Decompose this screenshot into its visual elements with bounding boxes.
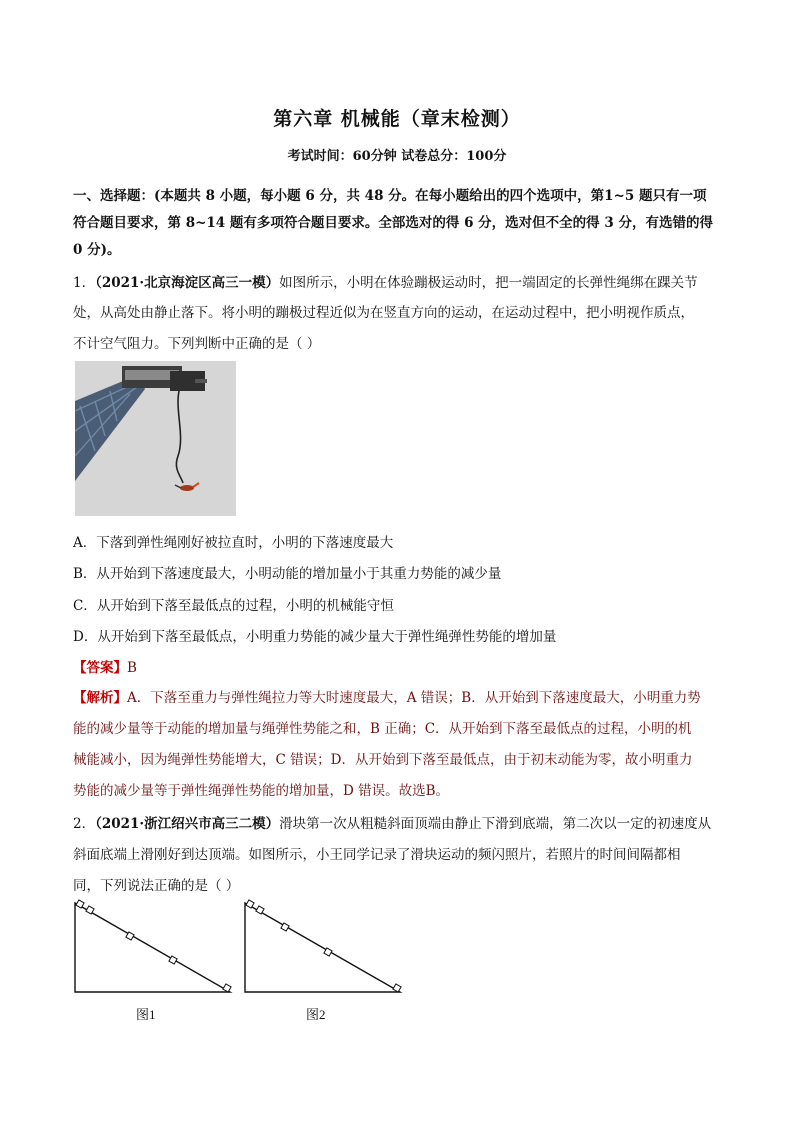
analysis-line2: 能的减少量等于动能的增加量与绳弹性势能之和，B 正确；C．从开始到下落至最低点的过程，小明的机 xyxy=(73,721,692,737)
question-2-line3: 同，下列说法正确的是（ ） xyxy=(73,878,240,894)
question-1-line2: 处，从高处由静止落下。将小明的蹦极过程近似为在竖直方向的运动，在运动过程中，把小明视作质点， xyxy=(73,305,694,321)
figure-1-label: 图1 xyxy=(136,1007,156,1022)
question-2-line2: 斜面底端上滑刚好到达顶端。如图所示，小王同学记录了滑块运动的频闪照片，若照片的时间间隔都相 xyxy=(73,847,681,863)
analysis-tag: 【解析】 xyxy=(73,690,127,706)
page-title: 第六章 机械能（章末检测） xyxy=(273,108,521,130)
question-2-line1 xyxy=(73,812,723,832)
question-text: 滑块第一次从粗糙斜面顶端由静止下滑到底端，第二次以一定的初速度从 xyxy=(279,816,712,832)
option-c: C．从开始到下落至最低点的过程，小明的机械能守恒 xyxy=(73,598,394,614)
figure-2-label: 图2 xyxy=(306,1007,326,1022)
answer-tag: 【答案】 xyxy=(73,660,127,676)
option-b: B．从开始到下落速度最大，小明动能的增加量小于其重力势能的减少量 xyxy=(73,566,502,582)
incline-figure-2 xyxy=(240,898,410,998)
option-a: A．下落到弹性绳刚好被拉直时，小明的下落速度最大 xyxy=(73,535,394,551)
bungee-jump-photo xyxy=(75,361,236,516)
exam-info: 考试时间：60分钟 试卷总分：100分 xyxy=(287,149,507,164)
question-1-line3: 不计空气阻力。下列判断中正确的是（ ） xyxy=(73,336,321,352)
question-1-line1 xyxy=(73,271,723,291)
option-d: D．从开始到下落至最低点，小明重力势能的减少量大于弹性绳弹性势能的增加量 xyxy=(73,629,557,645)
analysis-text: A．下落至重力与弹性绳拉力等大时速度最大，A 错误；B．从开始到下落速度最大，小明重力势 xyxy=(127,690,701,706)
analysis-line1 xyxy=(73,686,723,706)
question-source: （2021·北京海淀区高三一模） xyxy=(95,275,280,291)
analysis-line4: 势能的减少量等于弹性绳弹性势能的增加量，D 错误。故选B。 xyxy=(73,783,450,799)
answer-line xyxy=(73,656,723,676)
section-instructions-line2: 符合题目要求，第 8~14 题有多项符合题目要求。全部选对的得 6 分，选对但不全的得 3 分，有选错的得 xyxy=(73,215,713,231)
question-number: 1． xyxy=(73,275,96,291)
section-instructions-line3: 0 分)。 xyxy=(73,242,121,258)
question-number: 2． xyxy=(73,816,96,832)
incline-figure-1 xyxy=(70,898,240,998)
section-instructions-line1: 一、选择题：(本题共 8 小题，每小题 6 分，共 48 分。在每小题给出的四个选项中，第1~5 题只有一项 xyxy=(73,188,707,204)
question-source: （2021·浙江绍兴市高三二模） xyxy=(95,816,280,832)
answer-value: B xyxy=(127,660,137,676)
question-text: 如图所示，小明在体验蹦极运动时，把一端固定的长弹性绳绑在踝关节 xyxy=(279,275,698,291)
analysis-line3: 械能减小，因为绳弹性势能增大，C 错误；D．从开始到下落至最低点，由于初末动能为零，故小明重力 xyxy=(73,752,693,768)
